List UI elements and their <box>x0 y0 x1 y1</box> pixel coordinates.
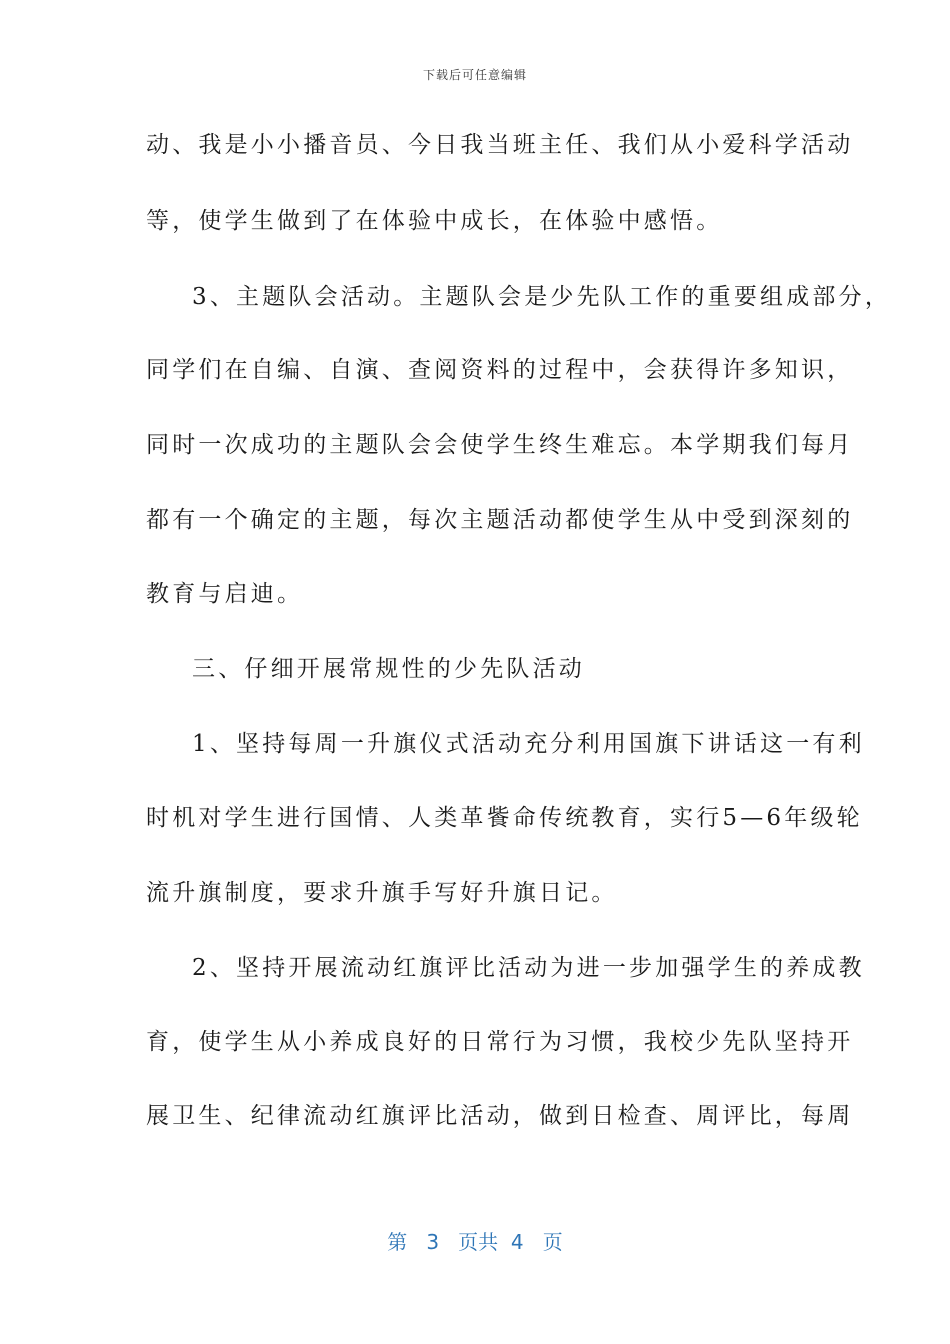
section-heading: 三、仔细开展常规性的少先队活动 <box>192 656 585 682</box>
footer-total-pages: 4 <box>510 1230 524 1254</box>
page-header-note: 下载后可任意编辑 <box>422 68 527 82</box>
text-line: 展卫生、纪律流动红旗评比活动，做到日检查、周评比，每周 <box>146 1103 854 1129</box>
text-line: 流升旗制度，要求升旗手写好升旗日记。 <box>146 880 618 906</box>
text-line: 都有一个确定的主题，每次主题活动都使学生从中受到深刻的 <box>146 507 854 533</box>
text-line: 动、我是小小播音员、今日我当班主任、我们从小爱科学活动 <box>146 132 854 158</box>
text-line: 同时一次成功的主题队会会使学生终生难忘。本学期我们每月 <box>146 432 854 458</box>
footer-current-page: 3 <box>426 1230 440 1254</box>
footer-middle: 页共 <box>458 1230 499 1254</box>
text-line: 育，使学生从小养成良好的日常行为习惯，我校少先队坚持开 <box>146 1029 854 1055</box>
footer-prefix: 第 <box>387 1230 408 1254</box>
text-line: 等，使学生做到了在体验中成长，在体验中感悟。 <box>146 208 723 234</box>
page-footer <box>0 1226 950 1255</box>
text-line: 3、主题队会活动。主题队会是少先队工作的重要组成部分， <box>192 284 892 310</box>
text-line: 时机对学生进行国情、人类革飺命传统教育，实行5—6年级轮 <box>146 805 863 831</box>
text-line: 2、坚持开展流动红旗评比活动为进一步加强学生的养成教 <box>192 955 865 981</box>
footer-suffix: 页 <box>542 1230 563 1254</box>
text-line: 1、坚持每周一升旗仪式活动充分利用国旗下讲话这一有利 <box>192 731 865 757</box>
text-line: 同学们在自编、自演、查阅资料的过程中，会获得许多知识， <box>146 357 854 383</box>
text-line: 教育与启迪。 <box>146 581 304 607</box>
